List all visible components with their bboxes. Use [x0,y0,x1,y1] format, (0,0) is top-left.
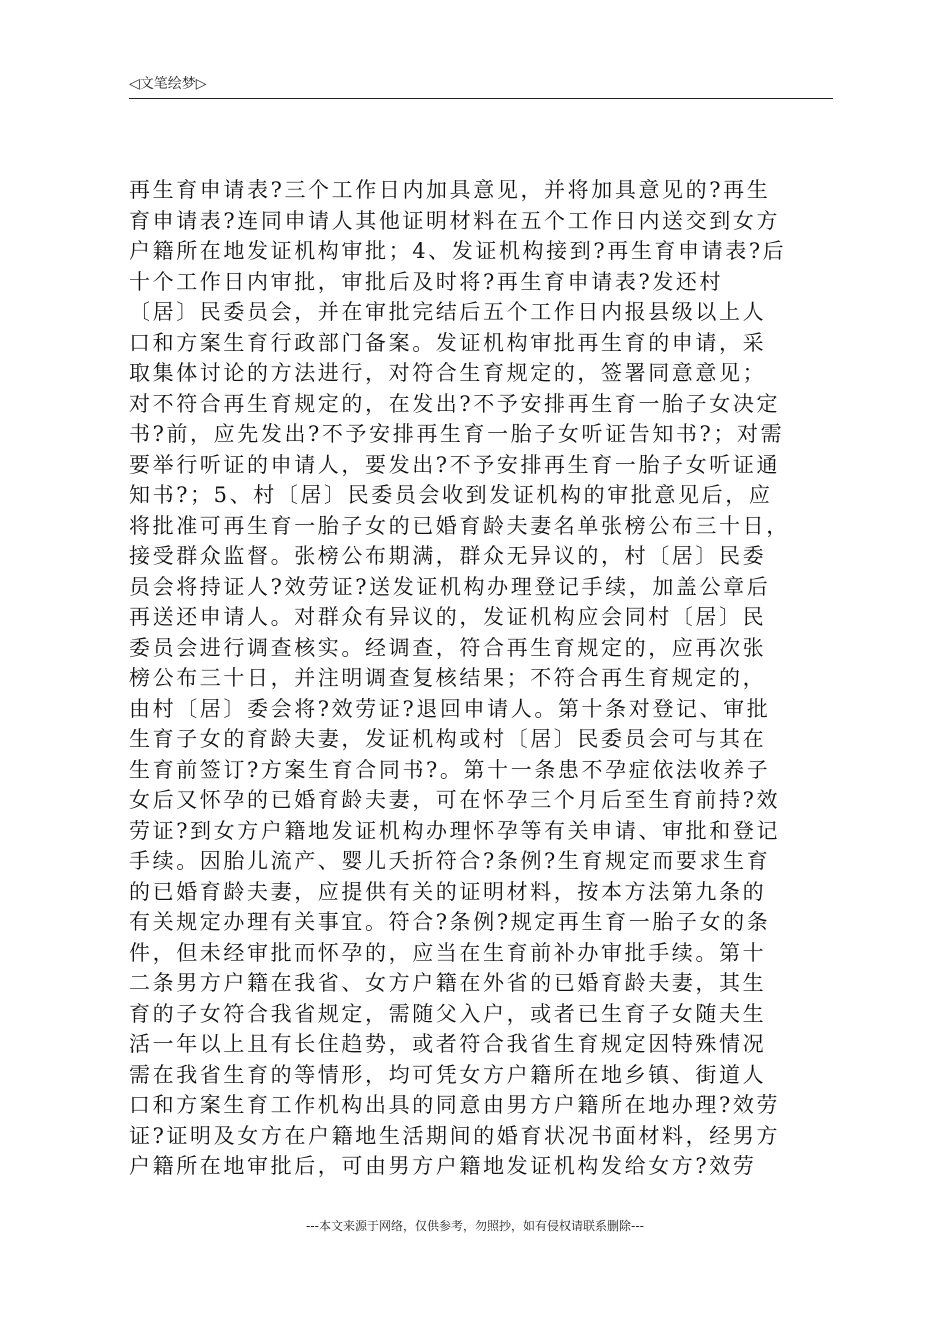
body-line: 员会将持证人?效劳证?送发证机构办理登记手续，加盖公章后 [129,574,771,599]
body-line: 知书?；5、村〔居〕民委员会收到发证机构的审批意见后，应 [129,483,773,507]
body-line: 劳证?到女方户籍地发证机构办理怀孕等有关申请、审批和登记 [129,818,781,843]
body-line: 育的子女符合我省规定，需随父入户，或者已生育子女随夫生 [129,1001,767,1026]
body-line: 女后又怀孕的已婚育龄夫妻，可在怀孕三个月后至生育前持?效 [129,788,781,812]
body-line: 再送还申请人。对群众有异议的，发证机构应会同村〔居〕民 [129,605,767,629]
body-line: 将批准可再生育一胎子女的已婚育龄夫妻名单张榜公布三十日， [129,513,790,538]
body-line: 委员会进行调查核实。经调查，符合再生育规定的，应再次张 [129,635,767,660]
body-line: 育申请表?连同申请人其他证明材料在五个工作日内送交到女方 [129,208,781,233]
body-line: 户籍所在地审批后，可由男方户籍地发证机构发给女方?效劳 [129,1154,757,1178]
body-line: 生育子女的育龄夫妻，发证机构或村〔居〕民委员会可与其在 [129,727,767,751]
body-line: 十个工作日内审批，审批后及时将?再生育申请表?发还村 [129,269,724,294]
body-line: 对不符合再生育规定的，在发出?不予安排再生育一胎子女决定 [129,391,781,416]
body-line: 由村〔居〕委会将?效劳证?退回申请人。第十条对登记、审批 [129,696,771,721]
body-line: 件，但未经审批而怀孕的，应当在生育前补办审批手续。第十 [129,940,767,965]
body-line: 取集体讨论的方法进行，对符合生育规定的，签署同意意见； [129,361,767,385]
body-line: 的已婚育龄夫妻，应提供有关的证明材料，按本方法第九条的 [129,879,767,904]
body-line: 户籍所在地发证机构审批；4、发证机构接到?再生育申请表?后 [129,239,787,263]
body-line: 证?证明及女方在户籍地生活期间的婚育状况书面材料，经男方 [129,1123,781,1148]
body-line: 再生育申请表?三个工作日内加具意见，并将加具意见的?再生 [129,178,771,202]
body-line: 二条男方户籍在我省、女方户籍在外省的已婚育龄夫妻，其生 [129,971,767,995]
body-line: 榜公布三十日，并注明调查复核结果；不符合再生育规定的， [129,666,767,690]
body-line: 有关规定办理有关事宜。符合?条例?规定再生育一胎子女的条 [129,910,771,934]
document-body [129,175,833,1182]
header-title: ◁文笔绘梦▷ [129,76,207,92]
body-line: 手续。因胎儿流产、婴儿夭折符合?条例?生育规定而要求生育 [129,849,771,873]
body-line: 需在我省生育的等情形，均可凭女方户籍所在地乡镇、街道人 [129,1062,767,1087]
page-footer: ---本文来源于网络，仅供参考，勿照抄，如有侵权请联系删除--- [306,1219,644,1233]
body-line: 口和方案生育工作机构出具的同意由男方户籍所在地办理?效劳 [129,1093,781,1117]
body-line: 口和方案生育行政部门备案。发证机构审批再生育的申请，采 [129,330,767,355]
body-line: 接受群众监督。张榜公布期满，群众无异议的，村〔居〕民委 [129,544,767,568]
body-line: 要举行听证的申请人，要发出?不予安排再生育一胎子女听证通 [129,452,781,477]
body-line: 书?前，应先发出?不予安排再生育一胎子女听证告知书?；对需 [129,422,785,446]
body-line: 活一年以上且有长住趋势，或者符合我省生育规定因特殊情况 [129,1032,767,1056]
body-line: 〔居〕民委员会，并在审批完结后五个工作日内报县级以上人 [129,300,767,324]
page-header [129,74,833,99]
body-line: 生育前签订?方案生育合同书?。第十一条患不孕症依法收养子 [129,757,771,782]
